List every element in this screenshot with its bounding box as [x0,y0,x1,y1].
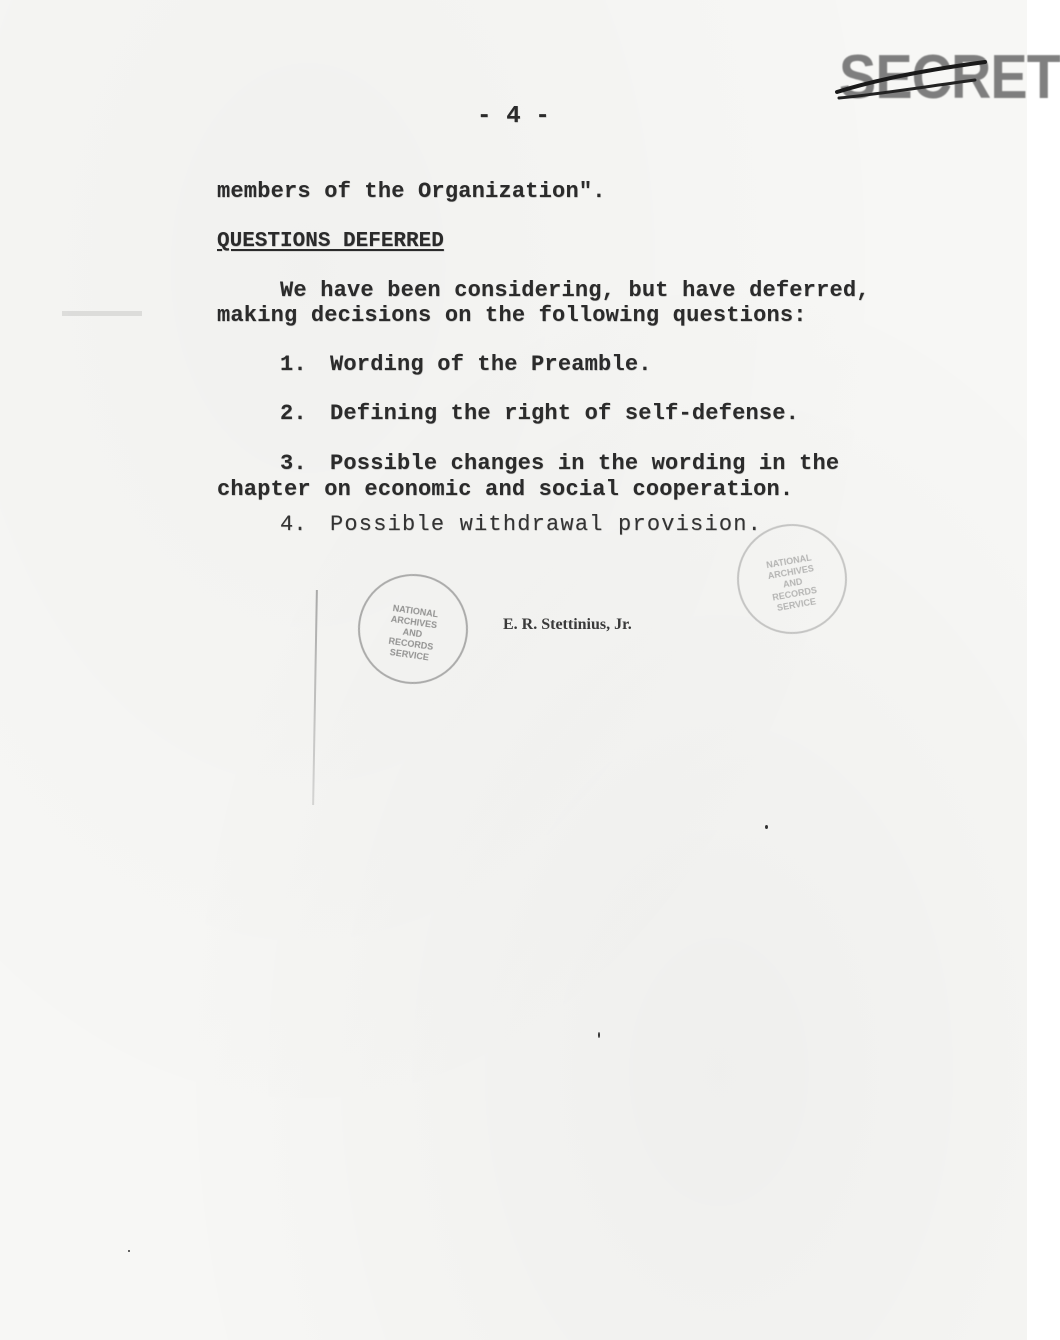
list-item-number: 4. [280,512,307,537]
secret-stamp-text: SECRET [839,43,1060,112]
list-item-number: 2. [280,401,307,426]
list-item-continuation: chapter on economic and social cooperation. [217,477,794,502]
archive-stamp-text: NATIONAL ARCHIVES AND RECORDS SERVICE [765,552,818,613]
list-item-number: 1. [280,352,307,377]
secret-classification-stamp [835,40,1060,112]
list-item-number: 3. [280,451,307,476]
list-item-text: Defining the right of self-defense. [330,401,800,426]
faint-mark [62,311,142,316]
list-item-text: Possible changes in the wording in the [330,451,840,476]
ink-speck [598,1032,600,1038]
intro-line-2: making decisions on the following questions: [217,303,807,328]
page-number: - 4 - [477,103,551,130]
section-heading: QUESTIONS DEFERRED [217,230,444,253]
ink-speck [765,825,768,829]
intro-line-1: We have been considering, but have deferred, [280,278,870,303]
archive-stamp-text: NATIONAL ARCHIVES AND RECORDS SERVICE [387,603,439,663]
ink-speck [128,1250,130,1252]
strike-through-mark [835,40,995,110]
signature-line: E. R. Stettinius, Jr. [503,616,632,633]
list-item-text: Wording of the Preamble. [330,352,652,377]
archive-stamp [351,567,475,691]
continuation-line: members of the Organization". [217,179,606,204]
pencil-mark [312,590,318,805]
list-item-text: Possible withdrawal provision. [330,512,763,537]
